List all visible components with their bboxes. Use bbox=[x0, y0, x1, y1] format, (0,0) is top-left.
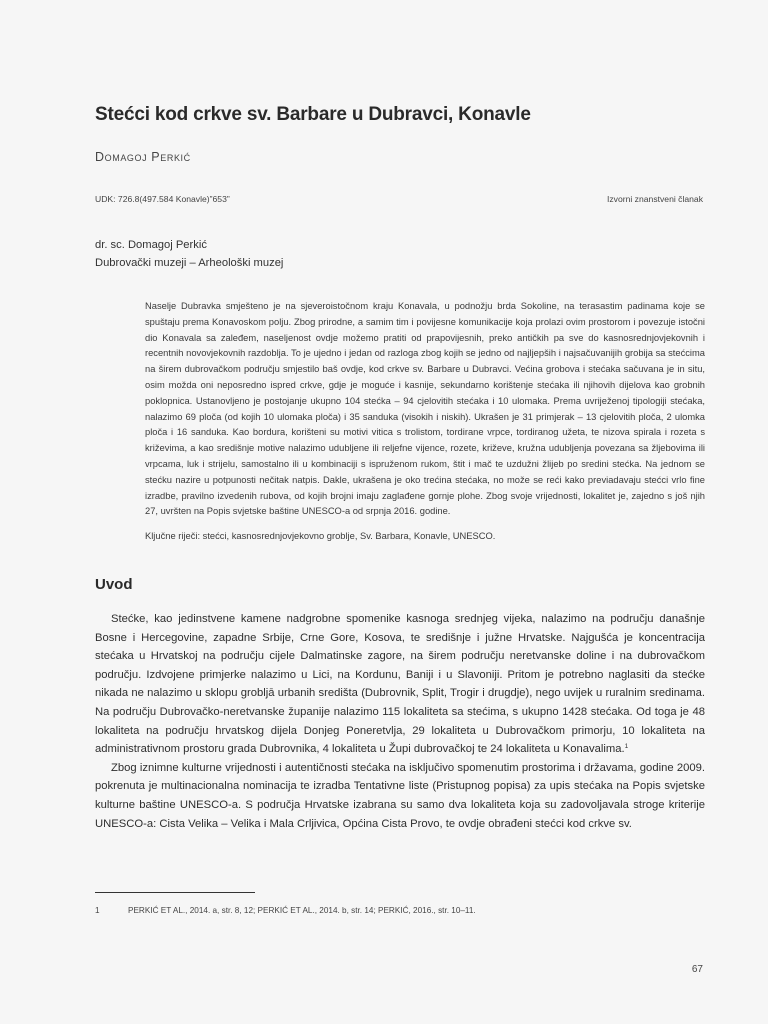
affiliation-institution: Dubrovački muzeji – Arheološki muzej bbox=[95, 257, 284, 269]
paragraph-text: Stećke, kao jedinstvene kamene nadgrobne spomenike kasnoga srednjeg vijeka, nalazimo na području današnje Bosne i Hercegovine, zapadne Srbije, Crne Gore, Kosova, te središnje i južne Hrvatske. Najgušća je koncentracija stećaka u Hrvatskoj na području cijele Dalmatinske zagore, na širem području neretvanske doline i na dubrovačkom području. Izdvojene primjerke nalazimo u Lici, na Kordunu, Baniji i u Slavoniji. Pritom je potrebno naglasiti da stećke nikada ne nalazimo u sklopu grobljā urbanih središta (Dubrovnik, Split, Trogir i drugdje), nego uvijek u ruralnim sredinama. Na području Dubrovačko-neretvanske županije nalazimo 115 lokaliteta sa stećima, s ukupno 1428 stećaka. Od toga je 48 lokaliteta na području hrvatskog dijela Donjeg Poneretvlja, 29 lokaliteta u Dubrovačkom primorju, 10 lokaliteta na administrativnom prostoru grada Dubrovnika, 4 lokaliteta u Župi dubrovačkoj te 24 lokaliteta u Konavalima. bbox=[95, 613, 705, 756]
body-text bbox=[95, 610, 705, 833]
paragraph-text: Zbog iznimne kulturne vrijednosti i autentičnosti stećaka na isključivo spomenutim prostorima i državama, godine 2009. pokrenuta je multinacionalna nominacija te izradba Tentativne liste (Pristupnog popisa) za upis stećaka na Popis svjetske kulturne baštine UNESCO-a. S područja Hrvatske izabrana su samo dva lokaliteta koja su zadovoljavala stroge kriterije UNESCO-a: Cista Velika – Velika i Mala Crljivica, Općina Cista Provo, te ovdje obrađeni stećci kod crkve sv. bbox=[95, 761, 705, 830]
abstract-text: Naselje Dubravka smješteno je na sjeveroistočnom kraju Konavala, u podnožju brda Sokoline, na terasastim padinama koje se spuštaju prema Konavoskom polju. Zbog prirodne, a samim tim i povijesne komunikacije koja prolazi ovim prostorom i povezuje istočni dio Konavala sa zaleđem, naseljenost ovdje možemo pratiti od prapovijesnih, preko antičkih pa sve do kasnosrednjovjekovnih i recentnih novovjekovnih razdoblja. To je ujedno i jedan od razloga zbog kojih se jedno od najljepših i najsačuvanijih grobija sa stećcima na širem dubrovačkom području smjestilo baš ovdje, kod crkve sv. Barbare u Dubravci. Većina grobova i stećaka sačuvana je in situ, osim možda oni neposredno ispred crkve, gdje je moguće i kasnije, sekundarno korištenje stećaka ili njihovih dijelova kao grobnih poklopnica. Ustanovljeno je postojanje ukupno 104 stećka – 94 cjelovitih stećaka i 10 ulomaka. Prema uvriježenoj tipologiji stećaka, nalazimo 69 ploča (od kojih 10 ulomaka ploča) i 35 sanduka (visokih i niskih). Ukrašen je 31 primjerak – 13 cjelovitih ploča, 2 ulomka ploča i 16 sanduka. Kao bordura, korišteni su motivi vitica s trolistom, tordirane vrpce, tordiranog užeta, te nizova spirala i rozeta s križevima, a kao središnje motive nalazimo udubljene ili reljefne vijence, rozete, križeve, kružna udubljenja povezana sa žljebovima ili vrpcama, luk i strijelu, samostalno ili u kombinaciji s ispruženom rukom, štit i mač te uzdužni žlijeb po sredini stećka. Na jednom se stećku nazire u potpunosti nečitak natpis. Dakle, ukrašena je oko trećina stećaka, no može se reći kako previadavaju stećci vrlo fine izradbe, pravilno izvedenih rubova, od kojih brojni imaju zaglađene gornje plohe. Zbog svoje vrijednosti, lokalitet je, zajedno s još njih 27, uvršten na Popis svjetske baštine UNESCO-a od srpnja 2016. godine. bbox=[145, 301, 705, 517]
footnote bbox=[95, 906, 705, 915]
affiliation-name: dr. sc. Domagoj Perkić bbox=[95, 239, 207, 251]
udk-code: UDK: 726.8(497.584 Konavle)”653” bbox=[95, 194, 230, 204]
footnote-number: 1 bbox=[95, 906, 100, 915]
paragraph bbox=[95, 610, 705, 759]
footnote-divider bbox=[95, 892, 255, 893]
page-number: 67 bbox=[691, 964, 703, 975]
footnote-ref[interactable]: 1 bbox=[624, 743, 629, 751]
article-category: Izvorni znanstveni članak bbox=[606, 194, 703, 204]
keywords: Ključne riječi: stećci, kasnosrednjovjekovno groblje, Sv. Barbara, Konavle, UNESCO. bbox=[145, 531, 496, 541]
footnote-text: PERKIĆ ET AL., 2014. a, str. 8, 12; PERKIĆ ET AL., 2014. b, str. 14; PERKIĆ, 2016., str. 10–11. bbox=[128, 906, 476, 915]
section-heading: Uvod bbox=[95, 576, 133, 593]
paragraph bbox=[95, 759, 705, 833]
abstract bbox=[145, 299, 705, 520]
article-title: Stećci kod crkve sv. Barbare u Dubravci, Konavle bbox=[95, 104, 531, 125]
author-affiliation bbox=[95, 236, 283, 272]
author-name: Domagoj Perkić bbox=[95, 150, 191, 164]
